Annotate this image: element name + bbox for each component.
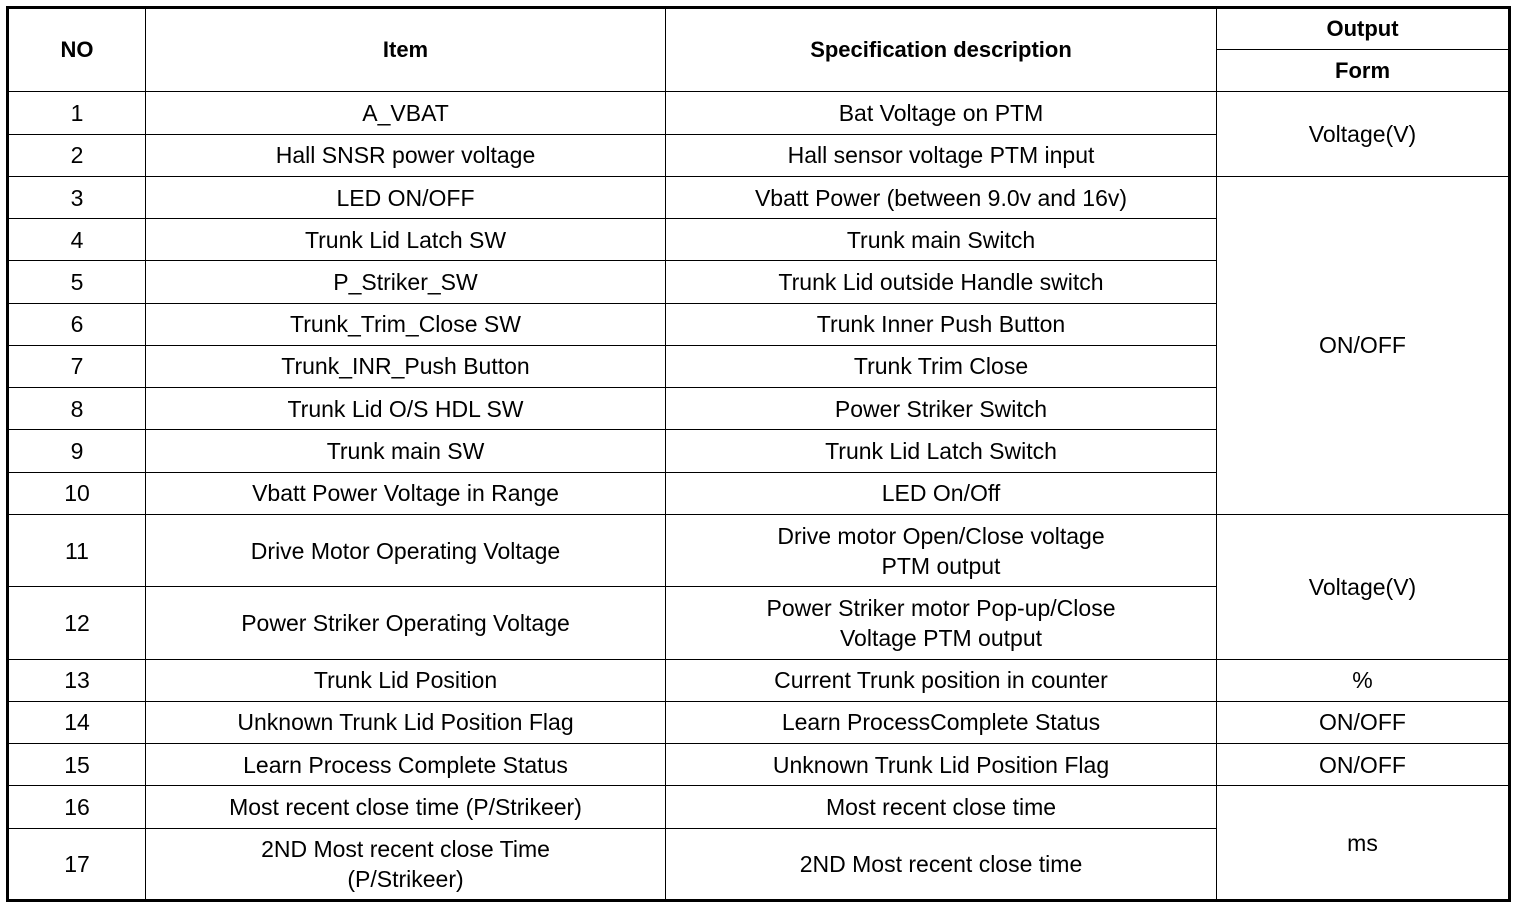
header-spec: Specification description <box>666 8 1217 92</box>
cell-no: 14 <box>8 701 146 743</box>
cell-output: ON/OFF <box>1217 744 1510 786</box>
cell-no: 11 <box>8 514 146 586</box>
cell-item: Unknown Trunk Lid Position Flag <box>146 701 666 743</box>
cell-item: Drive Motor Operating Voltage <box>146 514 666 586</box>
cell-no: 2 <box>8 134 146 176</box>
cell-item: Trunk_INR_Push Button <box>146 345 666 387</box>
table-row <box>8 744 1510 786</box>
cell-spec: Current Trunk position in counter <box>666 659 1217 701</box>
cell-no: 13 <box>8 659 146 701</box>
cell-no: 4 <box>8 219 146 261</box>
cell-no: 9 <box>8 430 146 472</box>
cell-spec-line: Drive motor Open/Close voltage <box>777 522 1105 549</box>
cell-spec: Bat Voltage on PTM <box>666 92 1217 134</box>
cell-no: 16 <box>8 786 146 828</box>
cell-spec-line: Power Striker motor Pop-up/Close <box>766 594 1116 621</box>
cell-item: Trunk_Trim_Close SW <box>146 303 666 345</box>
cell-no: 6 <box>8 303 146 345</box>
cell-spec: Trunk Lid Latch Switch <box>666 430 1217 472</box>
cell-item: Power Striker Operating Voltage <box>146 587 666 659</box>
cell-spec <box>666 587 1217 659</box>
cell-spec <box>666 514 1217 586</box>
cell-spec: Trunk Trim Close <box>666 345 1217 387</box>
cell-spec: Trunk Lid outside Handle switch <box>666 261 1217 303</box>
cell-item: P_Striker_SW <box>146 261 666 303</box>
cell-spec: LED On/Off <box>666 472 1217 514</box>
cell-no: 1 <box>8 92 146 134</box>
header-output: Output <box>1217 8 1510 50</box>
cell-spec: 2ND Most recent close time <box>666 828 1217 900</box>
cell-no: 5 <box>8 261 146 303</box>
cell-spec: Trunk Inner Push Button <box>666 303 1217 345</box>
table-row <box>8 514 1510 586</box>
cell-output: ON/OFF <box>1217 176 1510 514</box>
specification-table <box>6 6 1511 902</box>
cell-item: Hall SNSR power voltage <box>146 134 666 176</box>
table-row <box>8 786 1510 828</box>
cell-spec-line: Voltage PTM output <box>839 624 1042 651</box>
cell-spec: Hall sensor voltage PTM input <box>666 134 1217 176</box>
header-row <box>8 8 1510 50</box>
cell-no: 15 <box>8 744 146 786</box>
cell-item: Vbatt Power Voltage in Range <box>146 472 666 514</box>
cell-item-line: (P/Strikeer) <box>347 865 464 892</box>
cell-spec: Power Striker Switch <box>666 388 1217 430</box>
table-row <box>8 659 1510 701</box>
cell-output: Voltage(V) <box>1217 92 1510 176</box>
cell-output: ON/OFF <box>1217 701 1510 743</box>
table-row <box>8 701 1510 743</box>
cell-spec: Unknown Trunk Lid Position Flag <box>666 744 1217 786</box>
cell-spec: Learn ProcessComplete Status <box>666 701 1217 743</box>
cell-spec-line: PTM output <box>881 552 1001 579</box>
cell-item: Most recent close time (P/Strikeer) <box>146 786 666 828</box>
cell-spec: Trunk main Switch <box>666 219 1217 261</box>
cell-spec: Vbatt Power (between 9.0v and 16v) <box>666 176 1217 218</box>
cell-spec: Most recent close time <box>666 786 1217 828</box>
cell-output: % <box>1217 659 1510 701</box>
cell-no: 10 <box>8 472 146 514</box>
header-no: NO <box>8 8 146 92</box>
cell-item: Trunk Lid Latch SW <box>146 219 666 261</box>
header-item: Item <box>146 8 666 92</box>
cell-output: ms <box>1217 786 1510 901</box>
header-form: Form <box>1217 50 1510 92</box>
cell-item: A_VBAT <box>146 92 666 134</box>
cell-item: Learn Process Complete Status <box>146 744 666 786</box>
cell-item: LED ON/OFF <box>146 176 666 218</box>
cell-no: 3 <box>8 176 146 218</box>
table-row <box>8 92 1510 134</box>
cell-item: Trunk main SW <box>146 430 666 472</box>
cell-output: Voltage(V) <box>1217 514 1510 659</box>
cell-no: 17 <box>8 828 146 900</box>
cell-item: Trunk Lid O/S HDL SW <box>146 388 666 430</box>
cell-no: 7 <box>8 345 146 387</box>
cell-item <box>146 828 666 900</box>
table-row <box>8 176 1510 218</box>
cell-no: 12 <box>8 587 146 659</box>
cell-item: Trunk Lid Position <box>146 659 666 701</box>
cell-item-line: 2ND Most recent close Time <box>261 835 550 862</box>
cell-no: 8 <box>8 388 146 430</box>
